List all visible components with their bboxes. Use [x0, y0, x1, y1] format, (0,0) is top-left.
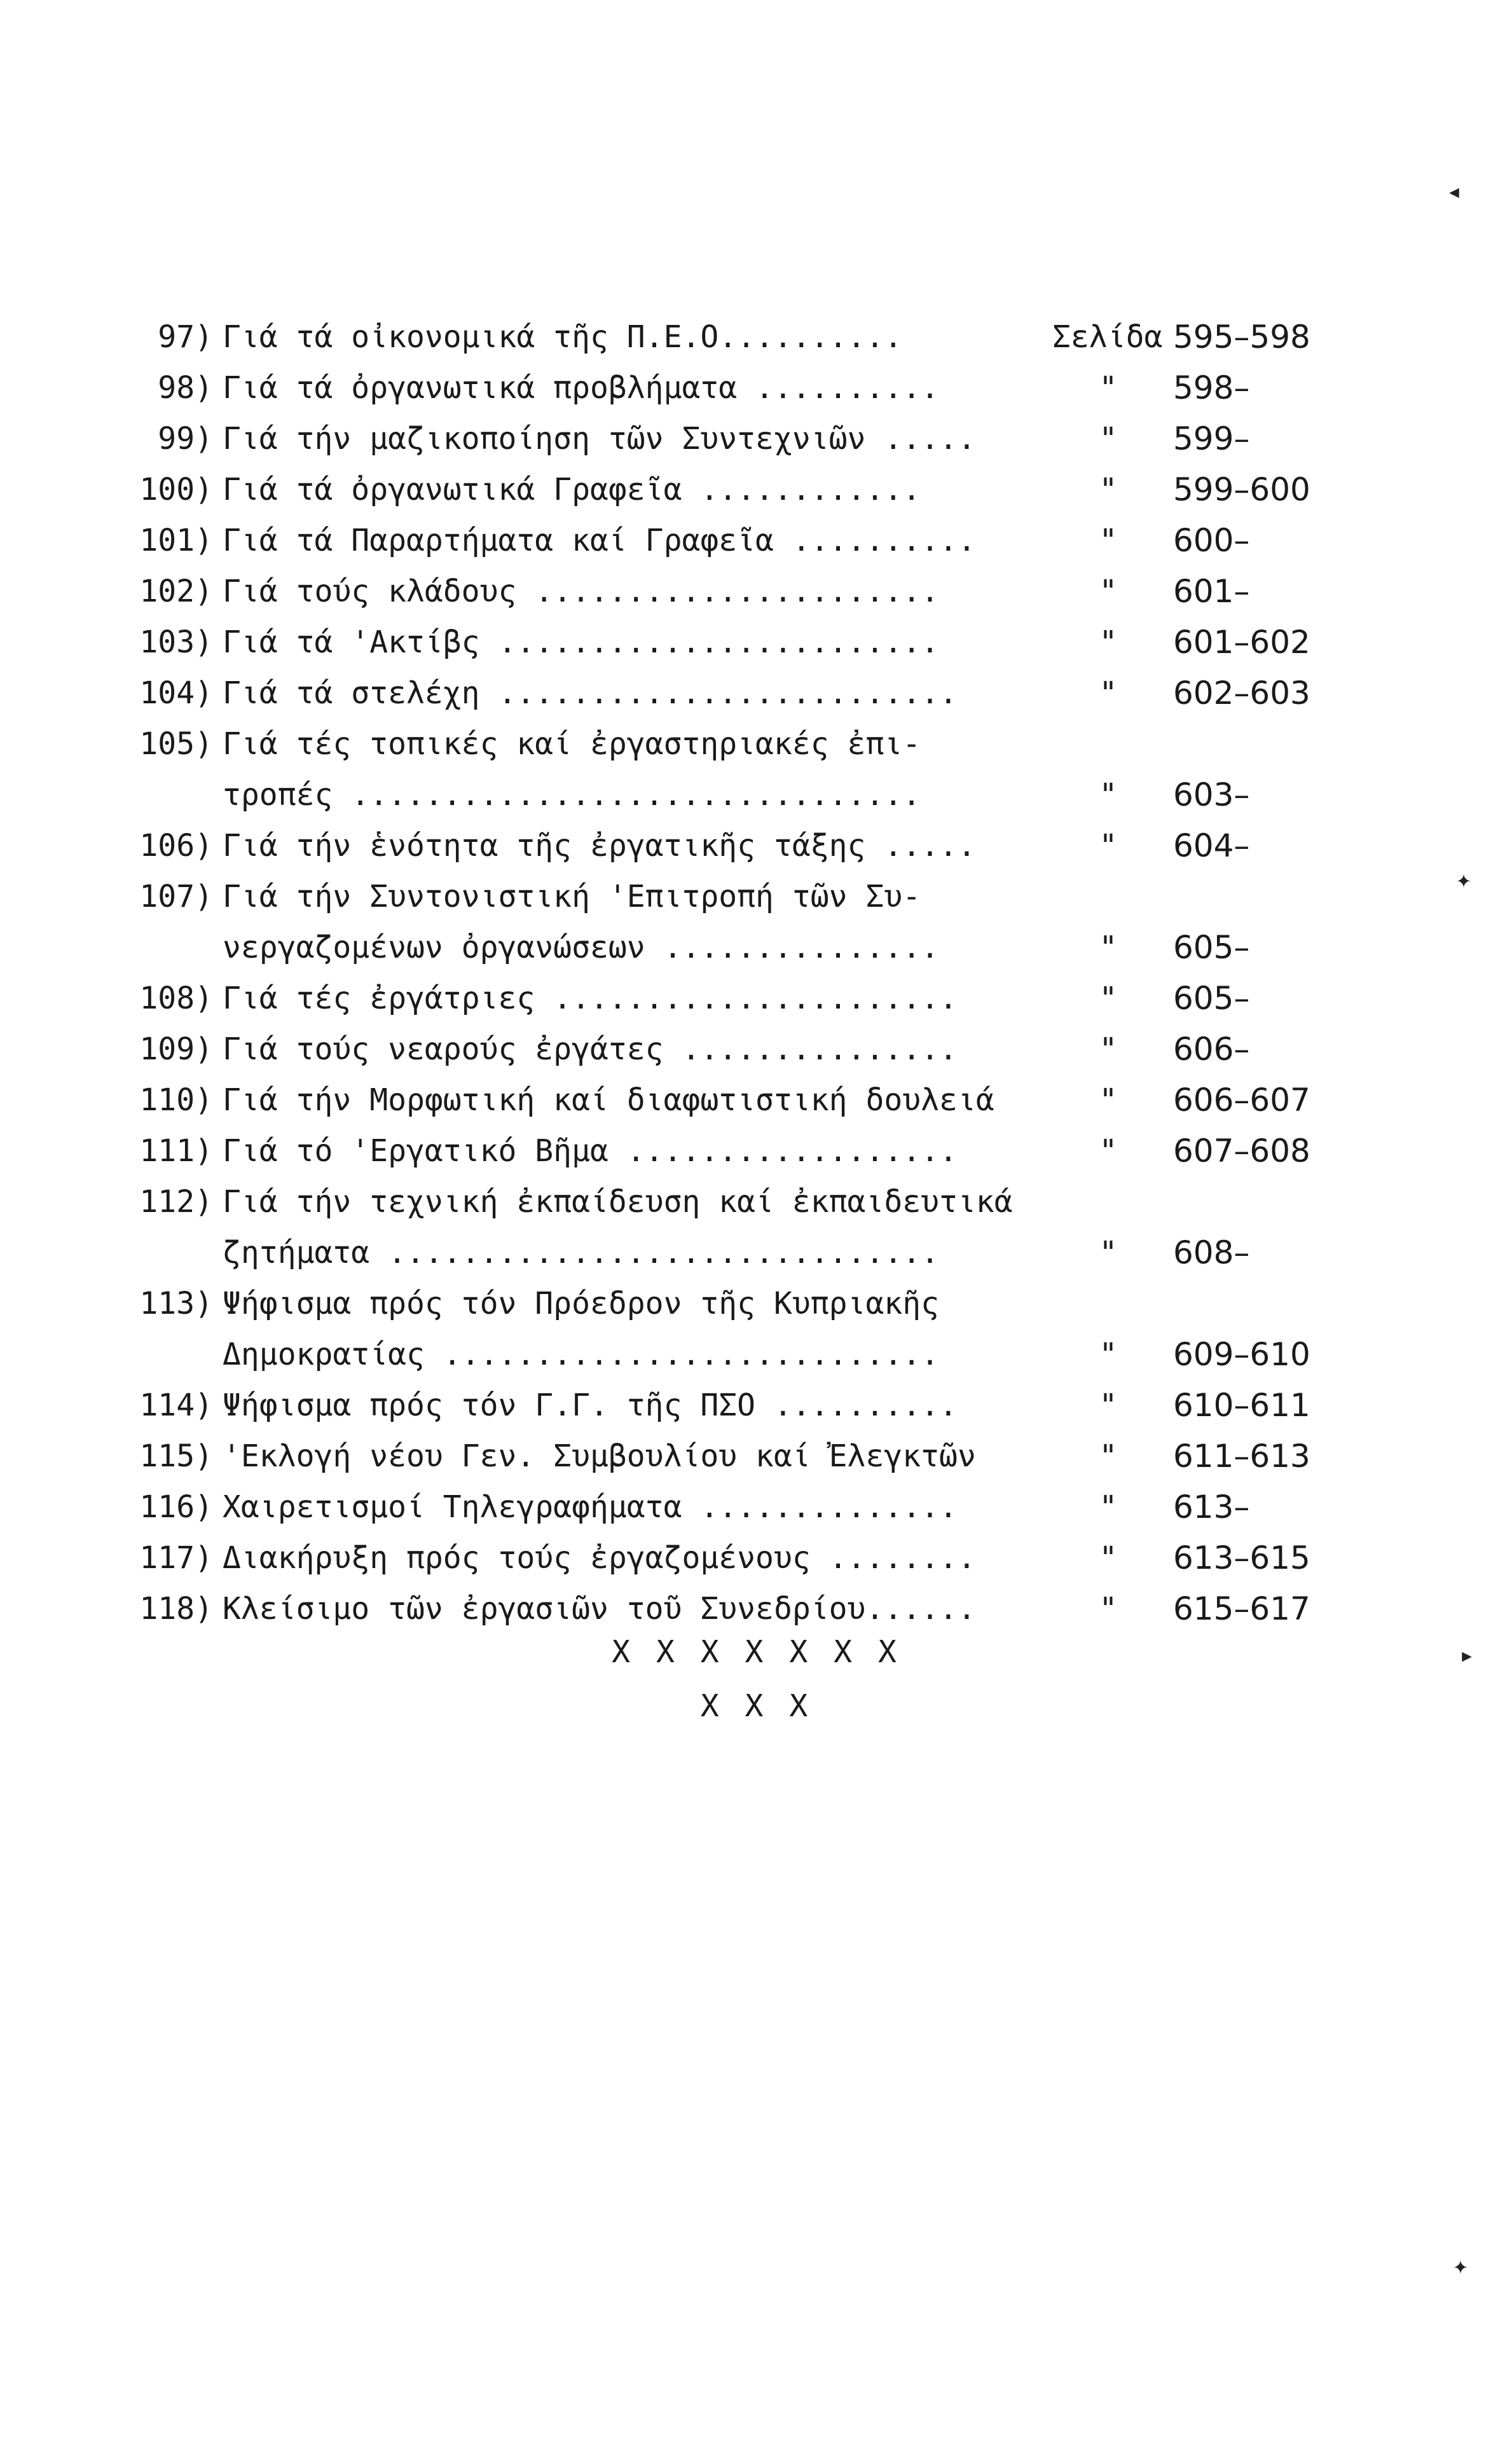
entry-number: 98) — [158, 370, 213, 406]
entry-title: Γιά τό 'Εργατικό Βῆμα .................. — [223, 1133, 958, 1169]
entry-number: 106) — [139, 828, 213, 864]
scan-mark-icon: ✦ — [1456, 865, 1472, 894]
entry-title: Γιά τήν Μορφωτική καί διαφωτιστική δουλειά — [223, 1082, 994, 1118]
toc-entry — [118, 1227, 1338, 1278]
entry-number: 102) — [139, 574, 213, 609]
page-range: 601–602 — [1173, 624, 1310, 661]
toc-entry — [118, 973, 1338, 1024]
ditto-mark: " — [1099, 421, 1118, 457]
entry-title: Γιά τά οἰκονομικά τῆς Π.Ε.Ο.......... — [223, 319, 903, 355]
entry-title: Γιά τήν ἑνότητα τῆς ἐργατικῆς τάξης ..... — [223, 828, 976, 864]
entry-number: 118) — [139, 1591, 213, 1627]
page-range: 607–608 — [1173, 1133, 1310, 1169]
entry-number: 111) — [139, 1133, 213, 1169]
table-of-contents — [118, 312, 1338, 1634]
ditto-mark: " — [1099, 828, 1118, 864]
toc-entry — [118, 1532, 1338, 1583]
entry-number: 109) — [139, 1031, 213, 1067]
page-range: 602–603 — [1173, 675, 1310, 712]
entry-number: 100) — [139, 472, 213, 507]
entry-number: 104) — [139, 675, 213, 711]
entry-number: 110) — [139, 1082, 213, 1118]
ditto-mark: " — [1099, 370, 1118, 406]
page-range: 601– — [1173, 573, 1250, 610]
entry-number: 115) — [139, 1438, 213, 1474]
toc-entry — [118, 362, 1338, 413]
entry-number: 97) — [158, 319, 213, 355]
page-range: 595–598 — [1173, 319, 1310, 355]
ditto-mark: " — [1099, 675, 1118, 711]
entry-number: 113) — [139, 1286, 213, 1321]
page-range: 611–613 — [1173, 1438, 1310, 1475]
toc-entry — [118, 312, 1338, 362]
entry-title: Γιά τήν μαζικοποίηση τῶν Συντεχνιῶν ..... — [223, 421, 976, 457]
page-range: 604– — [1173, 827, 1250, 864]
entry-title: Γιά τά ὀργανωτικά προβλήματα .......... — [223, 370, 940, 406]
entry-number: 108) — [139, 981, 213, 1016]
toc-entry — [118, 413, 1338, 464]
entry-title: νεργαζομένων ὀργανώσεων ............... — [223, 930, 940, 965]
toc-entry — [118, 1075, 1338, 1126]
toc-entry — [118, 1431, 1338, 1482]
page-range: 599– — [1173, 420, 1250, 457]
ditto-mark: " — [1099, 574, 1118, 609]
entry-title: τροπές ............................... — [223, 777, 921, 813]
ditto-mark: " — [1099, 1082, 1118, 1118]
toc-entry — [118, 668, 1338, 719]
scan-mark-icon: ▸ — [1459, 1641, 1475, 1670]
ditto-mark: " — [1099, 1337, 1118, 1372]
page-range: 609–610 — [1173, 1336, 1310, 1373]
entry-number: 117) — [139, 1540, 213, 1576]
ditto-mark: " — [1099, 1133, 1118, 1169]
toc-entry — [118, 820, 1338, 871]
ditto-mark: " — [1099, 1591, 1118, 1627]
ditto-mark: " — [1099, 1235, 1118, 1271]
scan-mark-icon: ◂ — [1447, 177, 1462, 206]
page-range: 603– — [1173, 776, 1250, 813]
toc-entry — [118, 1126, 1338, 1176]
entry-title: Γιά τά 'Ακτίβς ........................ — [223, 624, 940, 660]
toc-entry — [118, 1176, 1338, 1227]
toc-entry — [118, 1380, 1338, 1431]
page-range: 613–615 — [1173, 1539, 1310, 1576]
page-range: 600– — [1173, 522, 1250, 559]
entry-title: Γιά τά ὀργανωτικά Γραφεῖα ............ — [223, 472, 921, 507]
ditto-mark: " — [1099, 1031, 1118, 1067]
ditto-mark: " — [1099, 1388, 1118, 1423]
page-range: 606–607 — [1173, 1082, 1310, 1119]
entry-title: Γιά τές τοπικές καί ἐργαστηριακές ἐπι- — [223, 726, 921, 762]
page-range: 599–600 — [1173, 471, 1310, 508]
toc-entry — [118, 871, 1338, 922]
entry-number: 101) — [139, 523, 213, 558]
toc-entry — [118, 719, 1338, 769]
entry-title: Δημοκρατίας ........................... — [223, 1337, 940, 1372]
entry-title: Διακήρυξη πρός τούς ἐργαζομένους ........ — [223, 1540, 976, 1576]
ditto-mark: " — [1099, 930, 1118, 965]
toc-entry — [118, 922, 1338, 973]
entry-title: Γιά τά Παραρτήματα καί Γραφεῖα .......... — [223, 523, 976, 558]
page-range: 598– — [1173, 369, 1250, 406]
ditto-mark: " — [1099, 1438, 1118, 1474]
entry-title: Κλείσιμο τῶν ἐργασιῶν τοῦ Συνεδρίου...... — [223, 1591, 976, 1627]
entry-number: 99) — [158, 421, 213, 457]
entry-title: Ψήφισμα πρός τόν Πρόεδρον τῆς Κυπριακῆς — [223, 1286, 940, 1321]
entry-title: Γιά τήν τεχνική ἐκπαίδευση καί ἐκπαιδευτικά — [223, 1184, 1013, 1220]
entry-number: 116) — [139, 1489, 213, 1525]
entry-number: 112) — [139, 1184, 213, 1220]
toc-entry — [118, 1278, 1338, 1329]
entry-number: 107) — [139, 879, 213, 914]
page-label: Σελίδα — [1052, 319, 1163, 355]
toc-entry — [118, 769, 1338, 820]
entry-title: 'Εκλογή νέου Γεν. Συμβουλίου καί Ἐλεγκτῶν — [223, 1438, 976, 1474]
toc-entry — [118, 1482, 1338, 1532]
page-range: 605– — [1173, 929, 1250, 966]
page-range: 608– — [1173, 1234, 1250, 1271]
entry-title: Χαιρετισμοί Τηλεγραφήματα .............. — [223, 1489, 958, 1525]
toc-entry — [118, 1329, 1338, 1380]
page-range: 613– — [1173, 1489, 1250, 1526]
entry-number: 114) — [139, 1388, 213, 1423]
toc-entry — [118, 1583, 1338, 1634]
entry-title: Γιά τούς κλάδους ...................... — [223, 574, 940, 609]
entry-title: ζητήματα .............................. — [223, 1235, 940, 1271]
toc-entry — [118, 617, 1338, 668]
ditto-mark: " — [1099, 472, 1118, 507]
page-range: 615–617 — [1173, 1590, 1310, 1627]
entry-title: Ψήφισμα πρός τόν Γ.Γ. τῆς ΠΣΟ .......... — [223, 1388, 958, 1423]
entry-title: Γιά τά στελέχη ......................... — [223, 675, 958, 711]
entry-number: 105) — [139, 726, 213, 762]
page-range: 606– — [1173, 1031, 1250, 1068]
toc-entry — [118, 464, 1338, 515]
closing-ornament-line-2: X X X — [700, 1688, 812, 1724]
closing-ornament-line-1: X X X X X X X — [612, 1634, 900, 1670]
toc-entry — [118, 1024, 1338, 1075]
ditto-mark: " — [1099, 1540, 1118, 1576]
ditto-mark: " — [1099, 1489, 1118, 1525]
scan-mark-icon: ✦ — [1453, 2251, 1469, 2280]
toc-entry — [118, 515, 1338, 566]
entry-title: Γιά τούς νεαρούς ἐργάτες ............... — [223, 1031, 958, 1067]
ditto-mark: " — [1099, 777, 1118, 813]
toc-entry — [118, 566, 1338, 617]
page-range: 605– — [1173, 980, 1250, 1017]
ditto-mark: " — [1099, 523, 1118, 558]
page-range: 610–611 — [1173, 1387, 1310, 1424]
ditto-mark: " — [1099, 981, 1118, 1016]
ditto-mark: " — [1099, 624, 1118, 660]
entry-title: Γιά τήν Συντονιστική 'Επιτροπή τῶν Συ- — [223, 879, 921, 914]
entry-number: 103) — [139, 624, 213, 660]
entry-title: Γιά τές ἐργάτριες ...................... — [223, 981, 958, 1016]
